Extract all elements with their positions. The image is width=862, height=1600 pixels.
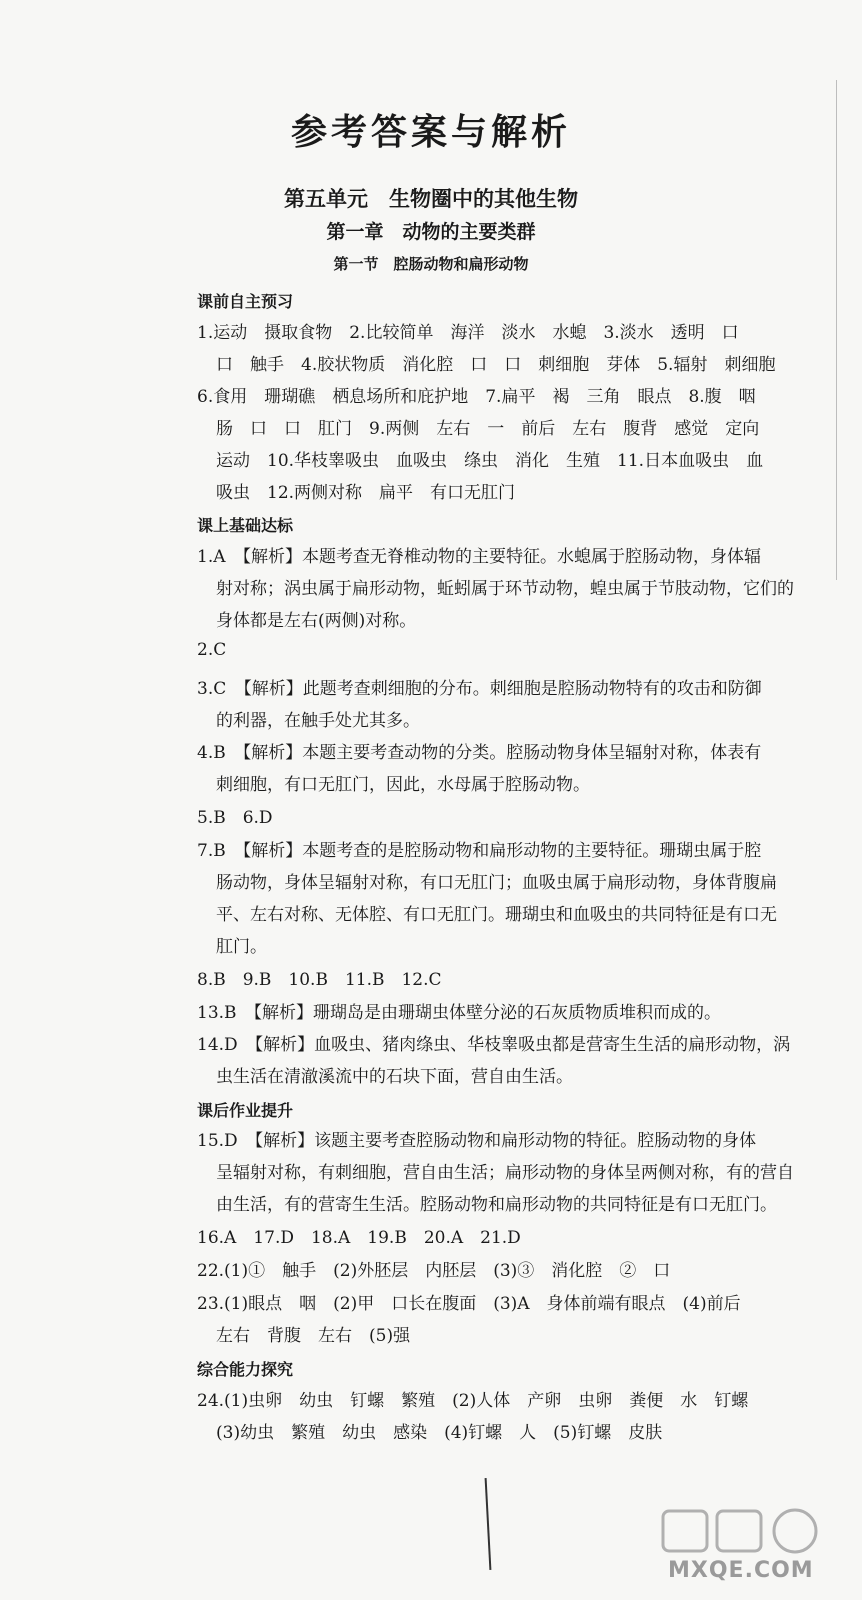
answer-line: 5.B 6.D: [197, 808, 273, 828]
answer-line: 4.B 【解析】本题主要考查动物的分类。腔肠动物身体呈辐射对称，体表有: [197, 743, 762, 763]
answer-line: 23.(1)眼点 咽 (2)甲 口长在腹面 (3)A 身体前端有眼点 (4)前后: [197, 1294, 741, 1314]
answer-line: 吸虫 12.两侧对称 扁平 有口无肛门: [216, 483, 516, 503]
chapter-heading: 第一章 动物的主要类群: [326, 221, 536, 243]
answer-line: 15.D 【解析】该题主要考查腔肠动物和扁形动物的特征。腔肠动物的身体: [197, 1131, 757, 1151]
answer-line: 由生活，有的营寄生生活。腔肠动物和扁形动物的共同特征是有口无肛门。: [216, 1195, 777, 1215]
unit-heading: 第五单元 生物圈中的其他生物: [284, 187, 578, 211]
heading-after-class: 课后作业提升: [197, 1101, 294, 1120]
answer-line: 运动 10.华枝睾吸虫 血吸虫 绦虫 消化 生殖 11.日本血吸虫 血: [216, 451, 764, 471]
answer-line: 呈辐射对称，有刺细胞，营自由生活；扁形动物的身体呈两侧对称，有的营自: [216, 1163, 794, 1183]
heading-pre-class: 课前自主预习: [197, 292, 294, 311]
page-mark: [485, 1478, 492, 1570]
answer-line: 22.(1)① 触手 (2)外胚层 内胚层 (3)③ 消化腔 ② 口: [197, 1261, 671, 1281]
watermark-text: MXQE.COM: [668, 1558, 814, 1583]
answer-line: 的利器，在触手处尤其多。: [216, 711, 420, 731]
answer-line: 6.食用 珊瑚礁 栖息场所和庇护地 7.扁平 褐 三角 眼点 8.腹 咽: [197, 387, 756, 407]
answer-line: 肠动物，身体呈辐射对称，有口无肛门；血吸虫属于扁形动物，身体背腹扁: [216, 873, 777, 893]
answer-line: 3.C 【解析】此题考查刺细胞的分布。刺细胞是腔肠动物特有的攻击和防御: [197, 679, 762, 699]
heading-comprehensive: 综合能力探究: [197, 1360, 294, 1379]
answer-line: 口 触手 4.胶状物质 消化腔 口 口 刺细胞 芽体 5.辐射 刺细胞: [216, 355, 776, 375]
answer-line: 24.(1)虫卵 幼虫 钉螺 繁殖 (2)人体 产卵 虫卵 粪便 水 钉螺: [197, 1391, 749, 1411]
answer-line: 虫生活在清澈溪流中的石块下面，营自由生活。: [216, 1067, 573, 1087]
heading-in-class: 课上基础达标: [197, 516, 294, 535]
answer-line: 肠 口 口 肛门 9.两侧 左右 一 前后 左右 腹背 感觉 定向: [216, 419, 760, 439]
answer-line: 7.B 【解析】本题考查的是腔肠动物和扁形动物的主要特征。珊瑚虫属于腔: [197, 841, 762, 861]
answer-line: 左右 背腹 左右 (5)强: [216, 1326, 411, 1346]
answer-line: 8.B 9.B 10.B 11.B 12.C: [197, 970, 442, 990]
answer-line: 14.D 【解析】血吸虫、猪肉绦虫、华枝睾吸虫都是营寄生生活的扁形动物，涡: [197, 1035, 791, 1055]
answer-line: 平、左右对称、无体腔、有口无肛门。珊瑚虫和血吸虫的共同特征是有口无: [216, 905, 777, 925]
answer-line: 2.C: [197, 640, 227, 660]
answer-line: 1.A 【解析】本题考查无脊椎动物的主要特征。水螅属于腔肠动物，身体辐: [197, 547, 761, 567]
section-heading: 第一节 腔肠动物和扁形动物: [333, 255, 529, 273]
answer-line: 16.A 17.D 18.A 19.B 20.A 21.D: [197, 1228, 521, 1248]
answer-line: 身体都是左右(两侧)对称。: [216, 611, 417, 631]
page-title: 参考答案与解析: [290, 111, 571, 153]
answer-line: 13.B 【解析】珊瑚岛是由珊瑚虫体壁分泌的石灰质物质堆积而成的。: [197, 1003, 722, 1023]
answer-line: 射对称；涡虫属于扁形动物，蚯蚓属于环节动物，蝗虫属于节肢动物，它们的: [216, 579, 794, 599]
answer-line: 刺细胞，有口无肛门，因此，水母属于腔肠动物。: [216, 775, 590, 795]
answer-line: 1.运动 摄取食物 2.比较简单 海洋 淡水 水螅 3.淡水 透明 口: [197, 323, 739, 343]
answer-line: 肛门。: [216, 937, 267, 957]
answer-line: (3)幼虫 繁殖 幼虫 感染 (4)钉螺 人 (5)钉螺 皮肤: [216, 1423, 663, 1443]
